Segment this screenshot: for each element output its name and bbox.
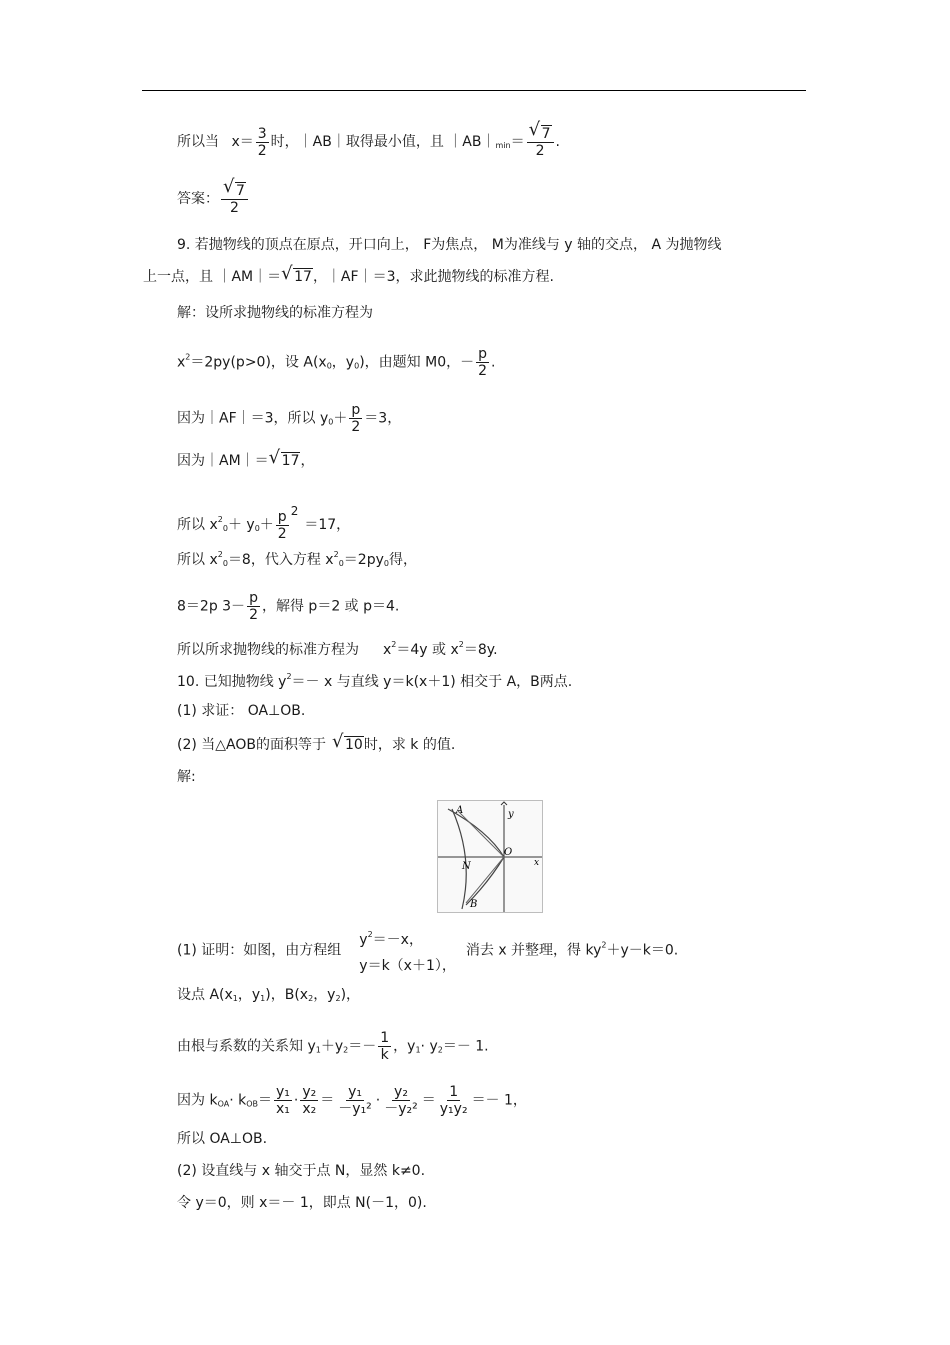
q9-x0-line: 所以 $x^2_0=8$，代入方程 $x^2_0=2py_0$得， [177, 550, 417, 568]
top-rule [142, 90, 806, 91]
y-axis-arrow [501, 802, 507, 805]
q10-slope-product: 因为 $k_{OA}\cdot k_{OB}=$ $\frac{\text{y₁}}{\text{x₁}}$ · $\frac{\text{y₂}}{\text{x₂}}$ ＝ $\frac{\text{y₁}}{\text{－y₁²}}$ · $\frac{\text{y₂}}{\text{－y₂²}}$ ＝ $\frac{1}{\text{y₁y₂}}$ ＝－ 1， [177, 1084, 527, 1117]
label-x: x [534, 858, 540, 868]
q10-part1: (1) 求证： OA⊥OB. [177, 703, 306, 719]
parabola-figure [437, 800, 543, 913]
q10-part2-solution: (2) 设直线与 x 轴交于点 N，显然 k≠0. [177, 1163, 426, 1179]
label-N: N [462, 861, 471, 872]
q10-part2: (2) 当△AOB的面积等于 √ 10时，求 k 的值. [177, 731, 456, 753]
q10-vieta-line: 由根与系数的关系知 $y_1+y_2=-$ $\frac{1}{k}$ ，$y_1\cdot y_2=- 1$. [177, 1030, 489, 1063]
q9-distance-equation: 所以 $x^2_0+ y_0+$ $\frac{p}{2}$ $^2$＝17， [177, 504, 351, 542]
q9-equation-setup: $x^2=2py(p>0)$，设 $A(x_0$，$y_0$)，由题知 M0，－ $\frac{p}{2}$ . [177, 346, 496, 379]
answer-line: 答案： √ 7 2 [177, 182, 250, 216]
q9-statement-line1: 9. 若抛物线的顶点在原点，开口向上， F为焦点， M为准线与 y 轴的交点， A 为抛物线 [177, 237, 722, 253]
parabola-figure-svg [438, 801, 542, 912]
line-curve [452, 809, 466, 909]
label-y: y [508, 809, 514, 820]
q9-am-line: 因为｜AM｜＝ √ 17， [177, 447, 315, 469]
q10-proof-system: (1) 证明：如图，由方程组 $y^2=-x$， y＝k（x＋1）， 消去 x 并整理，得 $ky^2+y-k=0$. [177, 922, 678, 979]
q9-solve-p-line: 8＝2p 3－ $\frac{p}{2}$ ，解得 p＝2 或 p＝4. [177, 590, 400, 623]
q9-af-line: 因为｜AF｜＝3，所以 $y_0+$ $\frac{p}{2}$ ＝3， [177, 402, 402, 435]
segment-OB [466, 857, 504, 903]
label-A: A [456, 805, 464, 816]
q10-set-points: 设点 $A(x_1$，$y_1$)，$B(x_2$，$y_2$)， [177, 987, 361, 1003]
q9-solution-intro: 解：设所求抛物线的标准方程为 [177, 305, 373, 321]
system-eq1: $y^2=-x$， [359, 930, 423, 948]
label-O: O [504, 847, 513, 858]
q9-final-answer: 所以所求抛物线的标准方程为 $x^2=4y$ 或 $x^2=8y$. [177, 640, 498, 658]
q10-point-n: 令 y＝0，则 x＝－ 1，即点 N(－1，0). [177, 1195, 427, 1211]
q10-conclusion: 所以 OA⊥OB. [177, 1131, 268, 1147]
system-eq2: y＝k（x＋1）， [359, 958, 456, 974]
q10-statement: 10. 已知抛物线 $y^2=- x$ 与直线 y＝k(x＋1) 相交于 A，B两点. [177, 672, 573, 690]
min-condition-line: 所以当 x＝ $\frac{3}{2}$ 时，｜AB｜取得最小值，且 $|AB|_{min}=$ √ 7 2 . [177, 119, 560, 159]
label-B: B [470, 899, 478, 910]
q9-statement-line2: 上一点，且 ｜AM｜＝ √ 17，｜AF｜＝3，求此抛物线的标准方程. [143, 263, 554, 285]
q10-solution-label: 解: [177, 769, 196, 785]
